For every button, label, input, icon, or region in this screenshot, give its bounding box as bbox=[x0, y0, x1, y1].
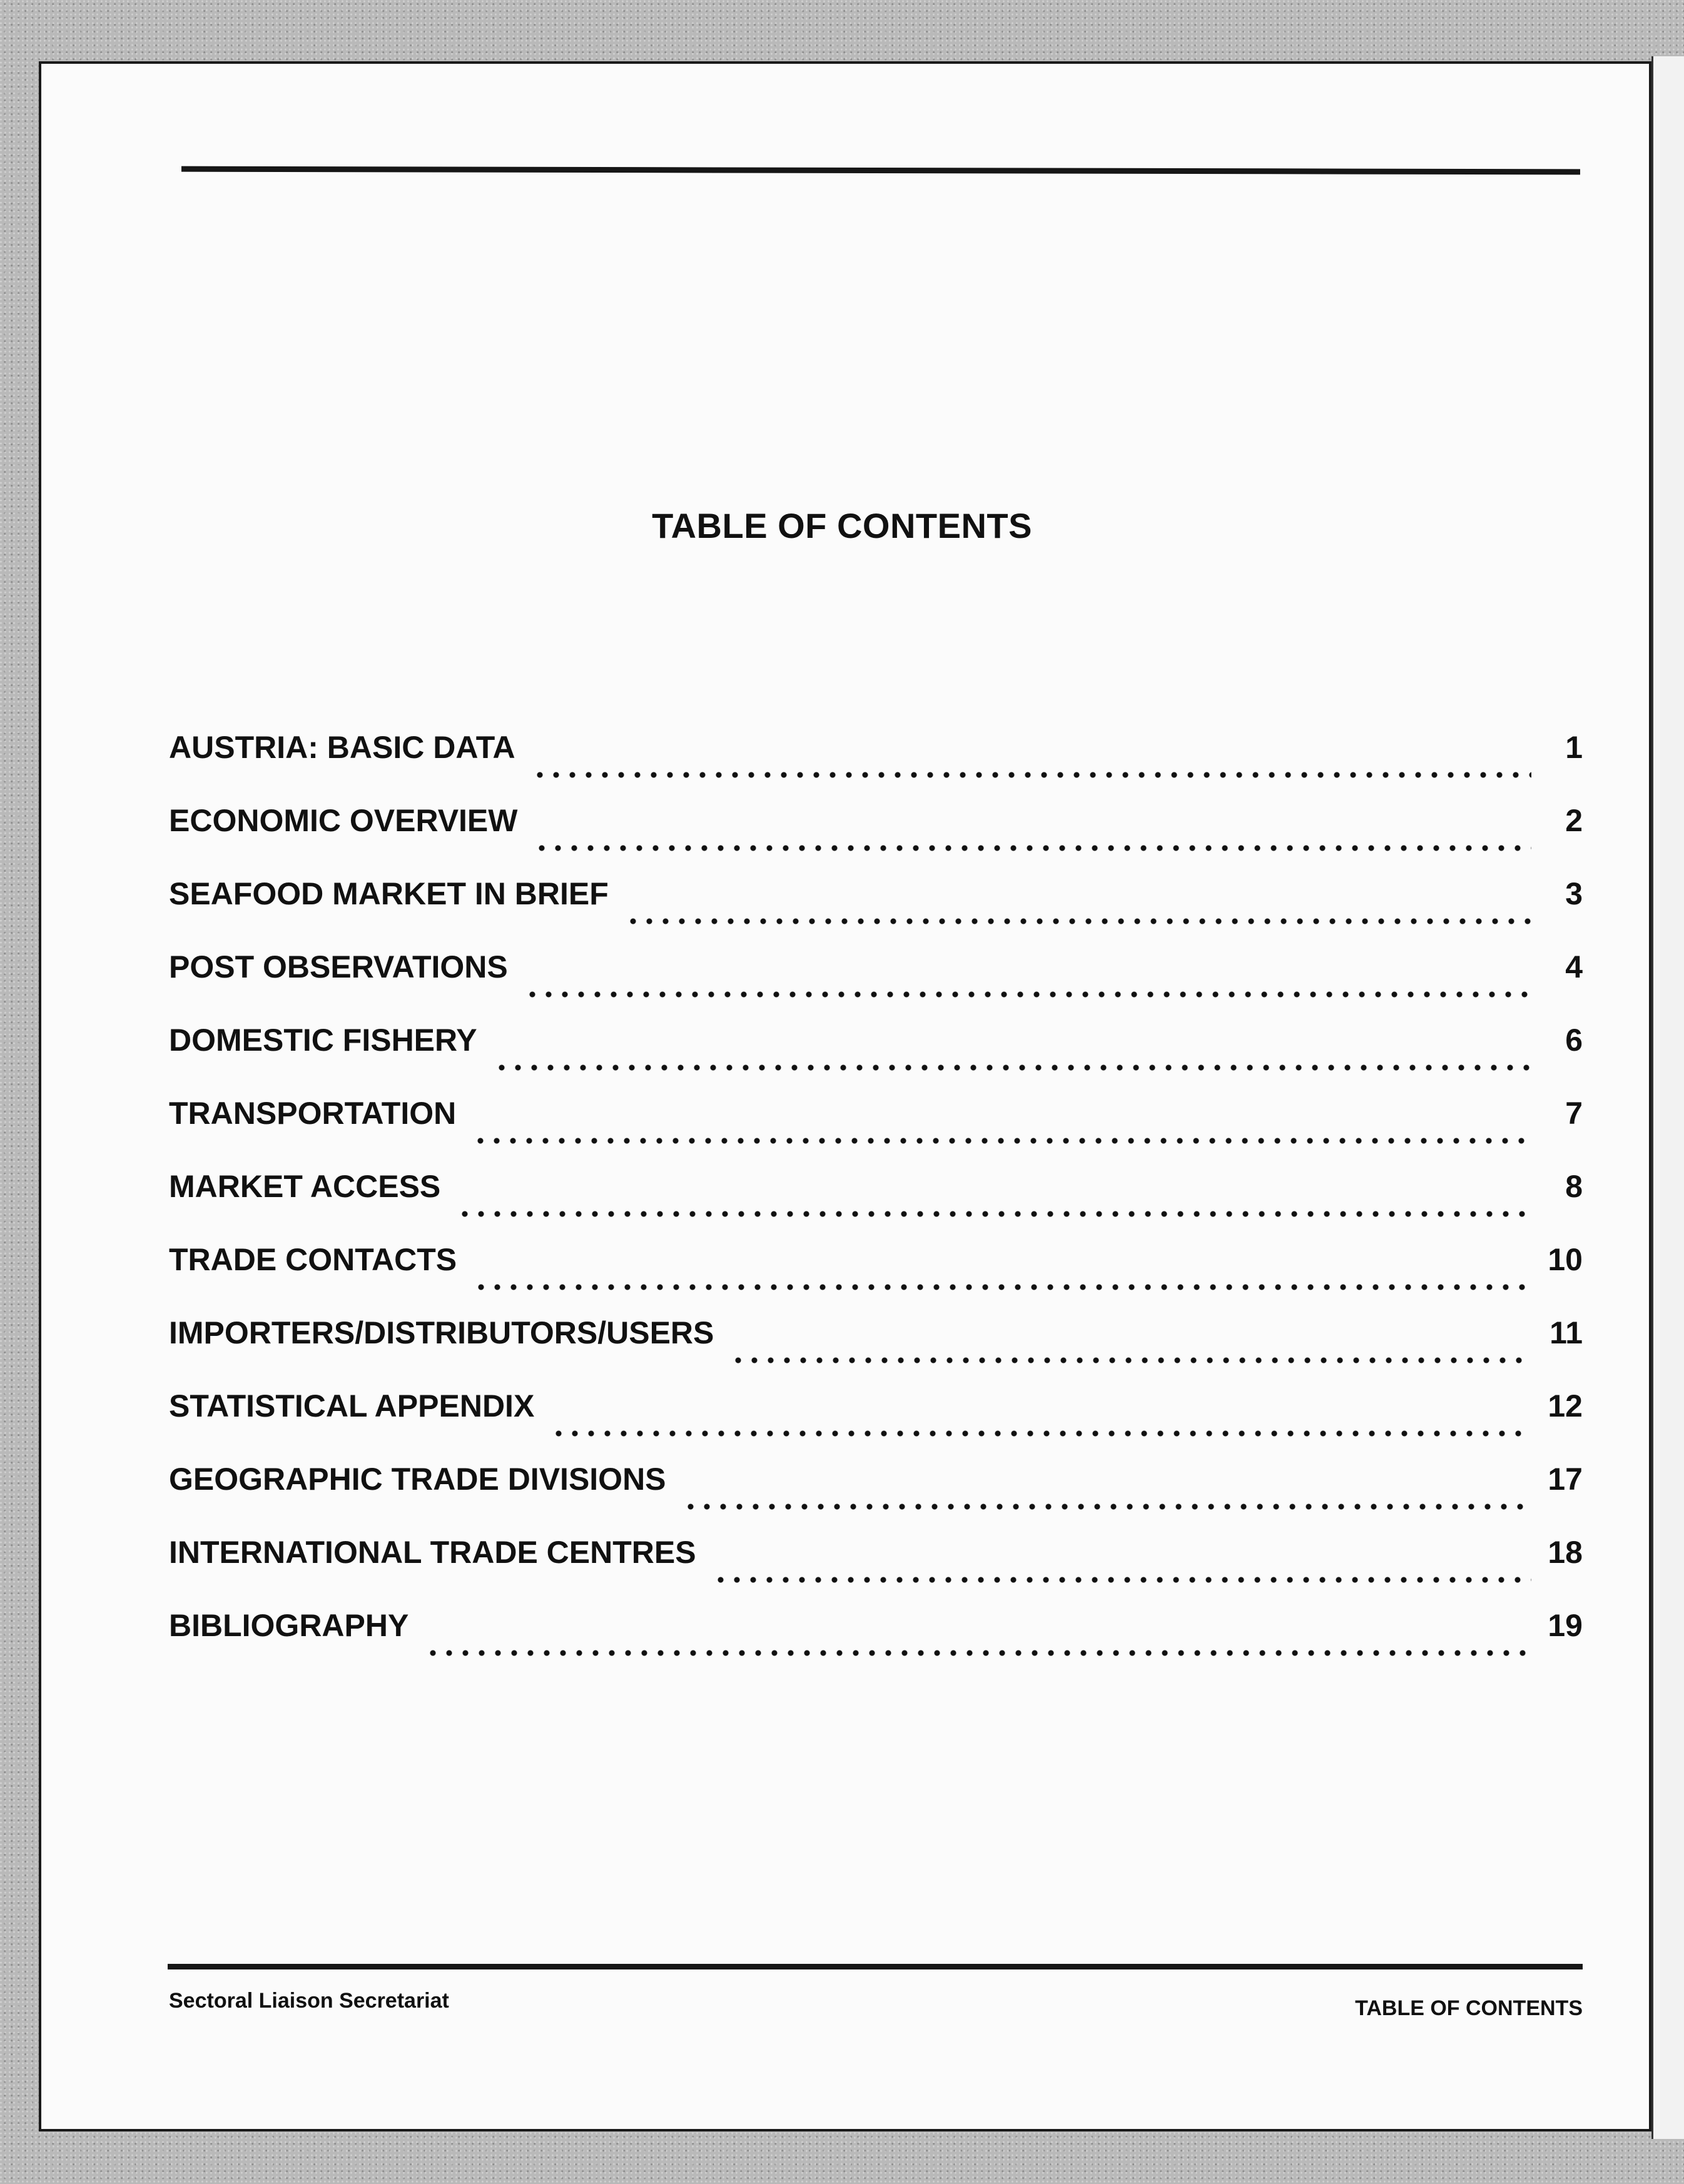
toc-entry-page: 3 bbox=[1565, 876, 1583, 911]
toc-entry bbox=[169, 1607, 1583, 1681]
toc-entry-label: AUSTRIA: BASIC DATA bbox=[169, 730, 515, 765]
toc-entry-label: TRADE CONTACTS bbox=[169, 1242, 457, 1277]
dot-leader bbox=[457, 1211, 1531, 1217]
toc-entry-label: STATISTICAL APPENDIX bbox=[169, 1388, 535, 1423]
dot-leader bbox=[550, 1430, 1531, 1437]
toc-entry bbox=[169, 1168, 1583, 1241]
toc-entry bbox=[169, 1315, 1583, 1388]
toc-entry-label: MARKET ACCESS bbox=[169, 1169, 441, 1204]
toc-entry-label: TRANSPORTATION bbox=[169, 1096, 457, 1131]
toc-entry-page: 10 bbox=[1548, 1242, 1583, 1277]
toc-entry-page: 4 bbox=[1565, 949, 1583, 984]
toc-entry bbox=[169, 1534, 1583, 1607]
dot-leader bbox=[524, 991, 1531, 998]
dot-leader bbox=[472, 1138, 1531, 1144]
dot-leader bbox=[494, 1064, 1531, 1071]
dot-leader bbox=[625, 918, 1531, 924]
toc-entry-label: DOMESTIC FISHERY bbox=[169, 1023, 477, 1058]
toc-entry-page: 11 bbox=[1550, 1315, 1583, 1350]
toc-entry bbox=[169, 1095, 1583, 1168]
toc-list bbox=[169, 729, 1583, 1681]
toc-entry-page: 6 bbox=[1565, 1023, 1583, 1058]
toc-entry-page: 18 bbox=[1548, 1535, 1583, 1570]
dot-leader bbox=[532, 772, 1531, 778]
dot-leader bbox=[534, 845, 1531, 851]
toc-entry bbox=[169, 802, 1583, 876]
toc-entry-label: IMPORTERS/DISTRIBUTORS/USERS bbox=[169, 1315, 714, 1350]
toc-entry bbox=[169, 1388, 1583, 1461]
toc-entry-label: SEAFOOD MARKET IN BRIEF bbox=[169, 876, 609, 911]
toc-entry-page: 19 bbox=[1548, 1608, 1583, 1643]
footer-section-title: TABLE OF CONTENTS bbox=[1355, 1996, 1583, 2020]
toc-entry-page: 17 bbox=[1548, 1462, 1583, 1497]
footer-organization: Sectoral Liaison Secretariat bbox=[169, 1989, 449, 2013]
toc-entry bbox=[169, 1022, 1583, 1095]
page-title: TABLE OF CONTENTS bbox=[652, 506, 1032, 545]
toc-entry-label: GEOGRAPHIC TRADE DIVISIONS bbox=[169, 1462, 666, 1497]
toc-entry bbox=[169, 1241, 1583, 1315]
toc-entry bbox=[169, 876, 1583, 949]
dot-leader bbox=[473, 1284, 1531, 1290]
toc-entry-label: INTERNATIONAL TRADE CENTRES bbox=[169, 1535, 696, 1570]
toc-entry-label: POST OBSERVATIONS bbox=[169, 949, 508, 984]
dot-leader bbox=[682, 1504, 1531, 1510]
toc-entry-page: 8 bbox=[1565, 1169, 1583, 1204]
toc-entry bbox=[169, 729, 1583, 802]
toc-entry-label: ECONOMIC OVERVIEW bbox=[169, 803, 518, 838]
toc-entry bbox=[169, 1461, 1583, 1534]
toc-entry-page: 7 bbox=[1565, 1096, 1583, 1131]
toc-entry-page: 1 bbox=[1565, 730, 1583, 765]
adjacent-page-edge bbox=[1651, 56, 1684, 2139]
toc-entry-page: 12 bbox=[1548, 1388, 1583, 1423]
toc-entry-label: BIBLIOGRAPHY bbox=[169, 1608, 409, 1643]
dot-leader bbox=[713, 1577, 1531, 1583]
toc-entry bbox=[169, 949, 1583, 1022]
toc-entry-page: 2 bbox=[1565, 803, 1583, 838]
footer-rule bbox=[168, 1964, 1583, 1969]
dot-leader bbox=[730, 1357, 1531, 1363]
dot-leader bbox=[425, 1650, 1531, 1656]
